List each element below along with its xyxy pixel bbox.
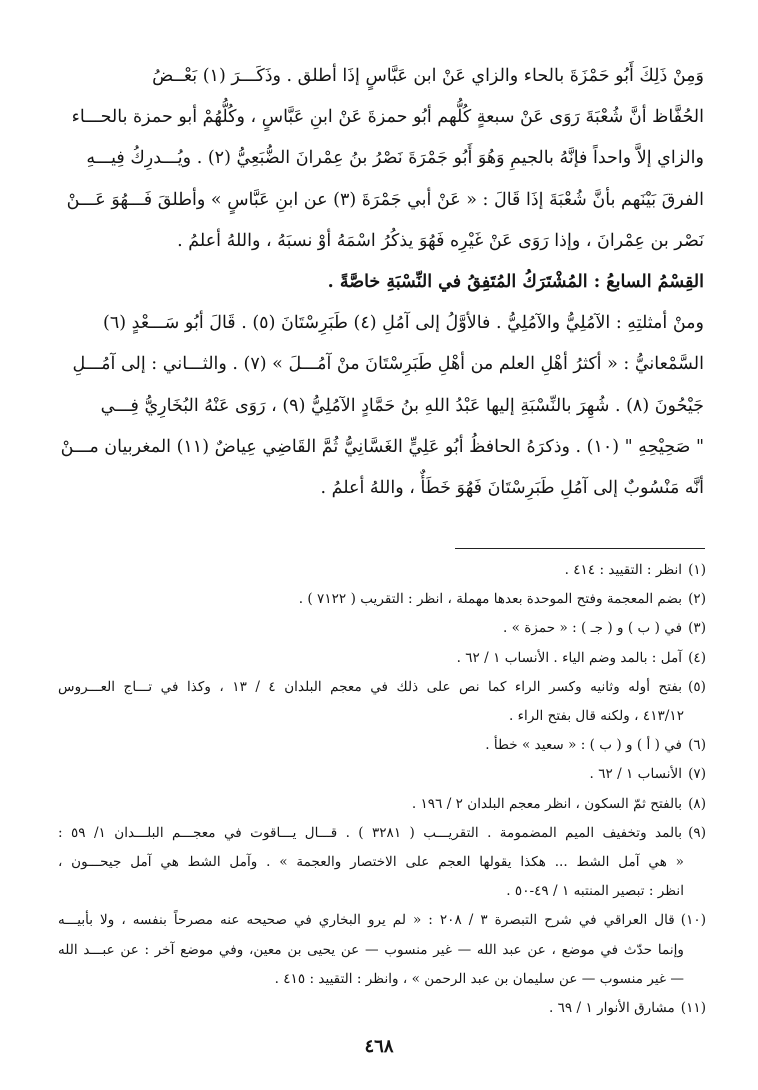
footnote-text: في ( ب ) و ( جـ ) : « حمزة » . — [503, 620, 683, 637]
footnote-11 — [58, 994, 706, 1023]
footnote-text: قال العراقي في شرح التبصرة ٣ / ٢٠٨ : « لم يرو البخاري في صحيحه عنه مصرحاً بنفسه ، ولا بأبيـــه — [58, 912, 675, 929]
text-line: ومنْ أمثلتِهِ : الآمُلِيُّ والآمُلِيُّ . فالأوَّلُ إلى آمُلِ (٤) طَبَرِسْتَانَ (٥) . قَالَ أبُو سَـــعْدٍ (٦) — [103, 313, 704, 334]
footnote-number: (٣) — [688, 620, 706, 637]
footnote-text: بضم المعجمة وفتح الموحدة بعدها مهملة ، انظر : التقريب ( ٧١٢٢ ) . — [298, 591, 683, 608]
footnote-text: بفتح أوله وثانيه وكسر الراء كما نص على ذلك في معجم البلدان ٤ / ١٣ ، وكذا في تـــاج العـــروس — [58, 678, 683, 695]
footnote-separator — [455, 548, 705, 549]
footnotes — [58, 556, 706, 1023]
footnote-2 — [58, 585, 706, 614]
footnote-text: آمل : بالمد وضم الياء . الأنساب ١ / ٦٢ . — [456, 649, 683, 666]
main-text — [58, 56, 704, 509]
footnote-number: (٦) — [688, 737, 706, 754]
footnote-3 — [58, 614, 706, 643]
text-line: السَّمْعانيُّ : « أكثرُ أهْلِ العلم من أهْلِ طَبَرِسْتَانَ منْ آمُـــلَ » (٧) . والثـــاني : إلى آمُـــلِ — [72, 354, 704, 375]
section-heading: القِسْمُ السابعُ : المُشْتَرَكُ المُتَفِقُ في النِّسْبَةِ خاصَّةً . — [327, 272, 704, 293]
text-line: الحُفَّاظ أنَّ شُعْبَةَ رَوَى عَنْ سبعةٍ كُلُّهم أبُو حمزةَ عَنْ ابنِ عَبَّاسٍ ، وكُلُّهُمْ أبو حمزة بالحـــاء — [71, 107, 704, 128]
footnote-number: (٨) — [688, 795, 706, 812]
footnote-10 — [58, 906, 706, 994]
footnote-text: « هي آمل الشط ... هكذا يقولها العجم على الاختصار والعجمة » . وآمل الشط هي آمل جيحـــون ، — [58, 854, 684, 871]
footnote-5 — [58, 673, 706, 731]
footnote-text: ٤١٣/١٢ ، ولكنه قال بفتح الراء . — [509, 708, 684, 725]
footnote-text: بالفتح ثمّ السكون ، انظر معجم البلدان ٢ / ١٩٦ . — [411, 795, 683, 812]
footnote-text: انظر : التقييد : ٤١٤ . — [564, 562, 683, 578]
text-line: جَيْحُونَ (٨) . شُهِرَ بالنِّسْبَةِ إليها عَبْدُ اللهِ بنُ حَمَّادٍ الآمُلِيُّ (٩) ، رَوَى عَنْهُ البُخَارِيُّ فِـــي — [100, 395, 704, 416]
footnote-number: (١١) — [680, 1000, 706, 1017]
footnote-7 — [58, 760, 706, 789]
text-line: الفرقَ بَيْنَهم بأنَّ شُعْبَةَ إذَا قَالَ : « عَنْ أبي جَمْرَةَ (٣) عن ابنِ عَبَّاسٍ » وأطلقَ فَـــهُوَ عَـــنْ — [66, 189, 704, 210]
text-line: أنَّه مَنْسُوبٌ إلى آمُلِ طَبَرِسْتَانَ فَهُوَ خَطَأٌ ، واللهُ أعلمُ . — [320, 478, 704, 499]
footnote-number: (٩) — [688, 824, 707, 841]
footnote-8 — [58, 790, 706, 819]
footnote-text: بالمد وتخفيف الميم المضمومة . التقريـــب ( ٣٢٨١ ) . قـــال يـــاقوت في معجـــم البلـــدان ١/ ٥٩ : — [58, 824, 683, 841]
footnote-text: مشارق الأنوار ١ / ٦٩ . — [548, 1000, 675, 1017]
footnote-6 — [58, 731, 706, 760]
footnote-9 — [58, 819, 706, 907]
footnote-number: (٢) — [688, 591, 706, 608]
text-line: " صَحِيْحِهِ " (١٠) . وذكرَهُ الحافظُ أبُو عَلِيٍّ الغَسَّانِيُّ ثُمَّ القَاضِي عِياضٌ (١١) المغربيان مـــنْ — [60, 436, 704, 457]
footnote-number: (١٠) — [680, 912, 707, 929]
text-line: والزاي إلاَّ واحداً فإنَّهُ بالجيمِ وَهُوَ أَبُو جَمْرَةَ نَصْرُ بنُ عِمْرانَ الضُّبَعِيُّ (٢) . ويُـــدرِكُ فِيـــهِ — [86, 148, 704, 169]
footnote-text: وإنما حدّث في موضع ، عن عبد الله — غير منسوب — عن يحيى بن معين، وفي موضع آخر : عن عبـــد الله — [58, 941, 684, 958]
footnote-number: (١) — [688, 562, 706, 578]
text-line: وَمِنْ ذَلِكَ أَبُو حَمْزَةَ بالحاء والزاي عَنْ ابن عَبَّاسٍ إذَا أطلق . وذَكَـــرَ (١) بَعْــضُ — [152, 66, 704, 86]
footnote-number: (٥) — [688, 678, 706, 695]
page-number: ٤٦٨ — [364, 1036, 394, 1057]
footnote-text: في ( أ ) و ( ب ) : « سعيد » خطأ . — [485, 737, 683, 754]
footnote-text: الأنساب ١ / ٦٢ . — [589, 766, 683, 783]
footnote-4 — [58, 644, 706, 673]
footnote-text: انظر : تبصير المنتبه ١ / ٤٩-٥٠ . — [506, 883, 684, 900]
footnote-text: — غير منسوب — عن سليمان بن عبد الرحمن » ، وانظر : التقييد : ٤١٥ . — [274, 970, 684, 987]
text-line: نَصْر بن عِمْرانَ ، وإذا رَوَى عَنْ غَيْرِه فَهُوَ يذكُرُ اسْمَهُ أوْ نسبَهُ ، واللهُ أعلمُ . — [177, 230, 704, 251]
footnote-number: (٧) — [688, 766, 706, 783]
footnote-1 — [58, 556, 706, 585]
footnote-number: (٤) — [688, 649, 706, 666]
